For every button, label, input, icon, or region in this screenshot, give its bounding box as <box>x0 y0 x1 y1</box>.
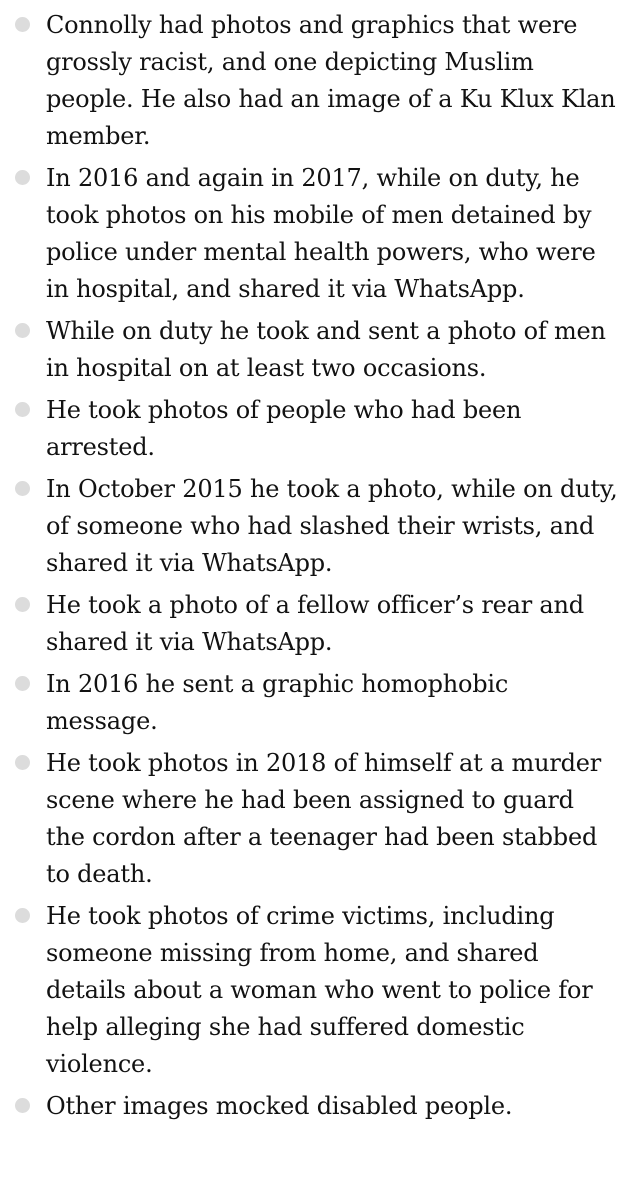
list-item-text: He took photos in 2018 of himself at a murder scene where he had been assigned to guard the cordon after a teenager had been stabbed to death. <box>46 749 602 888</box>
list-item-text: Connolly had photos and graphics that were grossly racist, and one depicting Muslim people. He also had an image of a Ku Klux Klan member. <box>46 11 616 150</box>
list-item <box>46 471 618 582</box>
list-item <box>46 898 618 1083</box>
list-item <box>46 313 618 387</box>
list-item <box>46 160 618 308</box>
list-item-text: In 2016 he sent a graphic homophobic message. <box>46 670 509 735</box>
bullet-dot-icon <box>15 481 30 496</box>
bullet-dot-icon <box>15 323 30 338</box>
bullet-dot-icon <box>15 17 30 32</box>
bullet-dot-icon <box>15 597 30 612</box>
list-item <box>46 1088 618 1125</box>
list-item-text: He took photos of people who had been arrested. <box>46 396 522 461</box>
bullet-dot-icon <box>15 402 30 417</box>
list-item <box>46 745 618 893</box>
bullet-dot-icon <box>15 1098 30 1113</box>
bullet-dot-icon <box>15 908 30 923</box>
list-item <box>46 666 618 740</box>
list-item-text: In October 2015 he took a photo, while on duty, of someone who had slashed their wrists, and shared it via WhatsApp. <box>46 475 618 577</box>
bullet-dot-icon <box>15 676 30 691</box>
bullet-dot-icon <box>15 170 30 185</box>
list-item <box>46 7 618 155</box>
list-item-text: While on duty he took and sent a photo of men in hospital on at least two occasions. <box>46 317 606 382</box>
list-item <box>46 587 618 661</box>
list-item-text: He took photos of crime victims, including someone missing from home, and shared details about a woman who went to police for help alleging she had suffered domestic violence. <box>46 902 593 1078</box>
list-item <box>46 392 618 466</box>
bullet-dot-icon <box>15 755 30 770</box>
list-item-text: He took a photo of a fellow officer’s rear and shared it via WhatsApp. <box>46 591 584 656</box>
list-item-text: Other images mocked disabled people. <box>46 1092 513 1120</box>
list-item-text: In 2016 and again in 2017, while on duty, he took photos on his mobile of men detained by police under mental health powers, who were in hospital, and shared it via WhatsApp. <box>46 164 596 303</box>
